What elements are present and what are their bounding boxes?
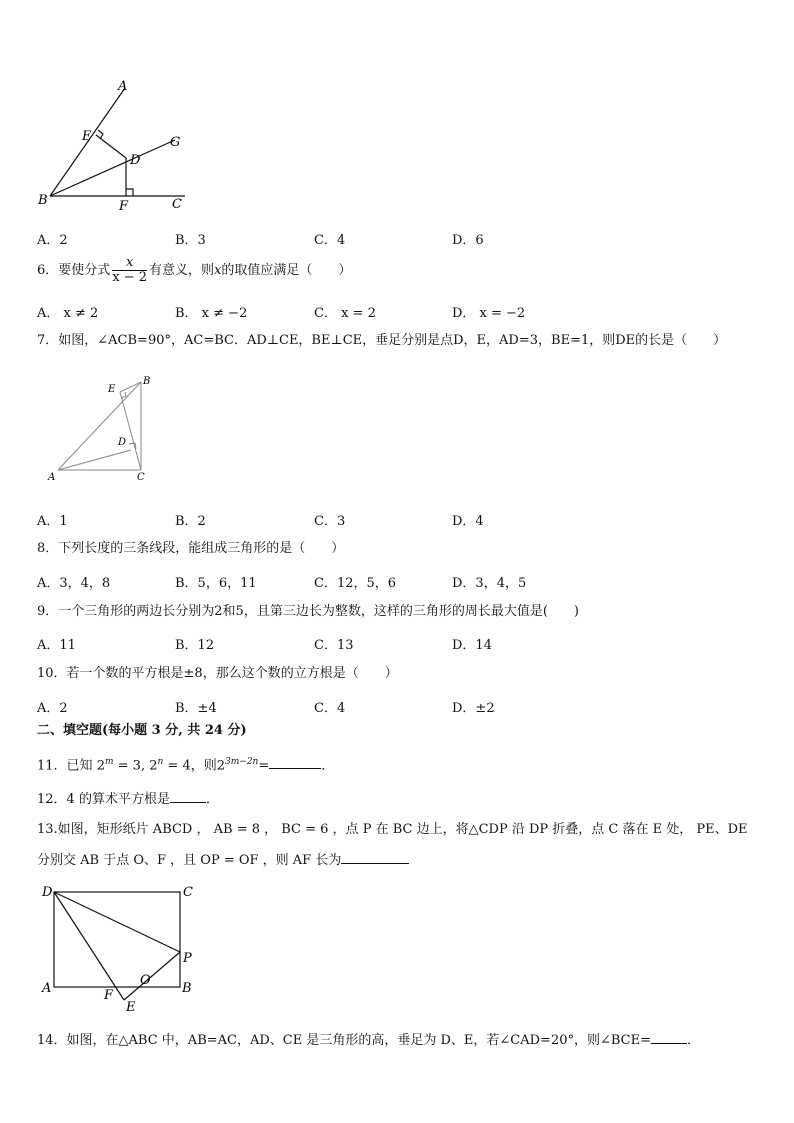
q11-cond2-base: 2 [149, 758, 158, 774]
q13-stem-line1: 13.如图，矩形纸片 ABCD ， AB = 8 ， BC = 6 ，点 P 在 BC 边上，将△CDP 沿 DP 折叠，点 C 落在 E 处， PE、DE [37, 822, 748, 837]
label-o: O [140, 973, 151, 988]
q8-option-c: C．12，5，6 [314, 576, 397, 591]
label-d: D [118, 437, 127, 448]
q13-stem-line2 [37, 851, 409, 870]
label-d: D [130, 153, 141, 168]
q13-answer-blank[interactable] [341, 851, 409, 864]
label-c: C [137, 472, 145, 483]
q12-end: ． [205, 792, 219, 807]
q11-cond1-exponent: m [104, 757, 114, 767]
q11-expr-base: 2 [216, 758, 226, 774]
q7-option-a: A．1 [37, 514, 68, 529]
q6-variable: x [214, 263, 222, 278]
figure-q5-angle-bisector [30, 78, 200, 218]
q7-stem: 7．如图，∠ACB=90°，AC=BC．AD⊥CE，BE⊥CE，垂足分别是点D，E，AD=3，BE=1，则DE的长是（ ） [37, 333, 727, 348]
label-a: A [118, 79, 128, 94]
label-e: E [126, 1000, 136, 1015]
label-g: G [170, 135, 181, 150]
right-angle-f [126, 189, 133, 196]
label-f: F [104, 988, 114, 1003]
q11-mid: ，则 [190, 758, 217, 774]
label-c: C [183, 885, 193, 900]
figure-q7-right-triangle [40, 370, 160, 488]
q14-answer-blank[interactable] [651, 1031, 687, 1044]
q7-option-b: B．2 [175, 514, 206, 529]
label-b: B [182, 981, 192, 996]
q9-option-d: D．14 [452, 638, 492, 653]
q9-option-c: C．13 [314, 638, 354, 653]
label-f: F [119, 199, 129, 214]
q6-mid: 有意义，则 [149, 263, 215, 278]
q6-suffix: 的取值应满足（ ） [221, 263, 352, 278]
q8-option-b: B．5，6，11 [175, 576, 257, 591]
label-d: D [42, 885, 53, 900]
segment-ab [58, 382, 141, 470]
q10-stem: 10．若一个数的平方根是±8，那么这个数的立方根是（ ） [37, 666, 398, 681]
q6-option-a: A． x ≠ 2 [37, 306, 99, 321]
q13-line2-text: 分别交 AB 于点 O、F ，且 OP = OF ，则 AF 长为 [37, 853, 342, 868]
q11-end: ． [321, 758, 335, 774]
q6-prefix: 6．要使分式 [37, 263, 111, 278]
segment-ce [120, 392, 141, 470]
label-a: A [48, 472, 56, 483]
q11-answer-blank[interactable] [269, 756, 321, 769]
label-e: E [108, 384, 116, 395]
segment-eb [120, 382, 141, 392]
q5-option-b: B．3 [175, 233, 206, 248]
q5-option-a: A．2 [37, 233, 68, 248]
q11-stem [37, 753, 334, 775]
label-e: E [82, 129, 92, 144]
q6-fraction-denominator: x − 2 [112, 270, 148, 285]
rectangle-abcd [54, 892, 180, 987]
q12-stem [37, 790, 219, 809]
section-2-heading: 二、填空题(每小题 3 分, 共 24 分) [37, 723, 247, 738]
q10-option-b: B．±4 [175, 701, 217, 716]
q6-option-c: C． x = 2 [314, 306, 376, 321]
q6-option-b: B． x ≠ −2 [175, 306, 248, 321]
q6-fraction-numerator: x [112, 256, 147, 271]
q11-cond1-rest: = 3, [113, 758, 150, 774]
q11-prefix: 11．已知 [37, 758, 93, 774]
q11-suffix: = [258, 758, 270, 774]
q5-option-d: D．6 [452, 233, 484, 248]
q7-option-c: C．3 [314, 514, 346, 529]
q6-fraction [112, 256, 147, 285]
q11-cond2-exponent: n [157, 757, 164, 767]
q6-stem [37, 256, 351, 285]
q8-option-d: D．3，4，5 [452, 576, 527, 591]
label-c: C [172, 197, 182, 212]
q10-option-d: D．±2 [452, 701, 495, 716]
q11-cond1-base: 2 [96, 758, 105, 774]
label-b: B [143, 376, 151, 387]
segment-ad [58, 450, 131, 470]
q10-option-a: A．2 [37, 701, 68, 716]
figure-q13-folded-rectangle [36, 880, 206, 1015]
q9-option-b: B．12 [175, 638, 215, 653]
q11-expr-exponent: 3m−2n [225, 757, 259, 767]
q12-text: 12．4 的算术平方根是 [37, 792, 170, 807]
label-p: P [183, 951, 192, 966]
label-b: B [38, 193, 48, 208]
q12-answer-blank[interactable] [170, 790, 206, 803]
q9-option-a: A．11 [37, 638, 76, 653]
q5-option-c: C．4 [314, 233, 346, 248]
q8-stem: 8．下列长度的三条线段，能组成三角形的是（ ） [37, 541, 345, 556]
q14-end: ． [687, 1033, 701, 1048]
q6-option-d: D． x = −2 [452, 306, 526, 321]
q10-option-c: C．4 [314, 701, 346, 716]
q7-option-d: D．4 [452, 514, 484, 529]
q9-stem: 9．一个三角形的两边长分别为2和5，且第三边长为整数，这样的三角形的周长最大值是( ) [37, 604, 579, 619]
q14-text: 14．如图，在△ABC 中，AB=AC，AD、CE 是三角形的高，垂足为 D、E，若∠CAD=20°，则∠BCE= [37, 1033, 651, 1048]
segment-pe [124, 952, 180, 1000]
label-a: A [42, 981, 52, 996]
q11-cond2-rest: = 4 [163, 758, 191, 774]
q14-stem [37, 1031, 700, 1050]
q8-option-a: A．3，4，8 [37, 576, 111, 591]
